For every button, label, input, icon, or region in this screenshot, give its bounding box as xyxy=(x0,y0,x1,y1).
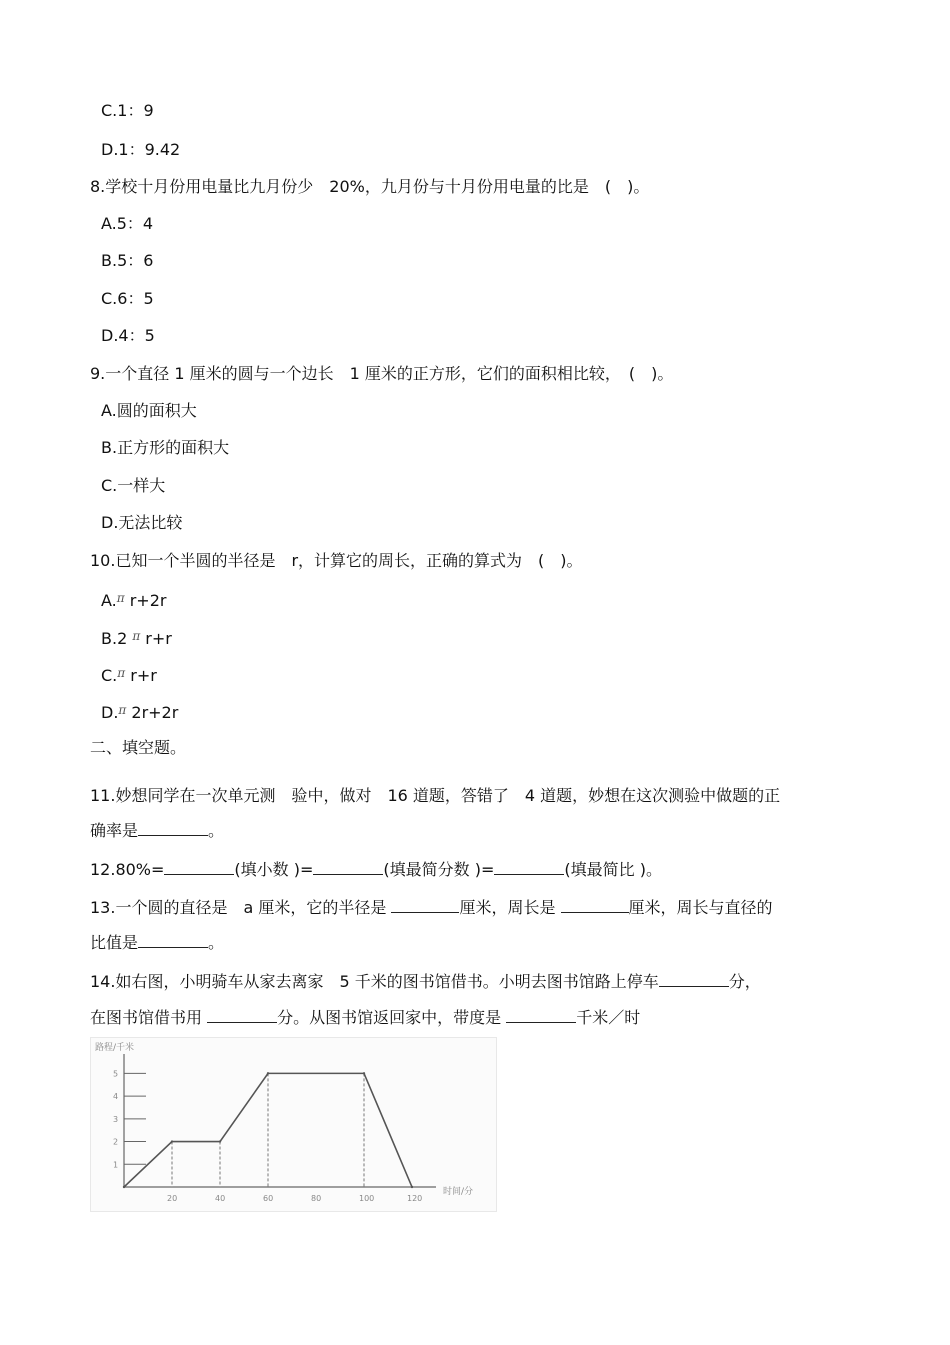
q12-part4: (填最简比 )。 xyxy=(564,860,662,879)
section-title: 二、填空题。 xyxy=(90,738,187,757)
y-tick-label: 2 xyxy=(113,1137,119,1147)
q8-option-a: A.5：4 xyxy=(101,214,154,233)
pi-symbol: π xyxy=(132,629,141,643)
x-tick-label: 80 xyxy=(311,1194,322,1203)
q14-line2 xyxy=(90,1008,640,1028)
q11-prefix: 确率是 xyxy=(90,821,139,840)
q14-suffix: 分， xyxy=(728,972,761,991)
x-tick-label: 60 xyxy=(263,1194,274,1203)
q13-part2: 厘米，周长是 xyxy=(459,898,556,917)
q13-suffix: 。 xyxy=(208,933,225,952)
q14-line1 xyxy=(90,972,761,992)
data-point xyxy=(363,1072,365,1074)
chart-svg xyxy=(91,1038,496,1211)
q8-option-d: D.4：5 xyxy=(101,326,155,345)
answer-blank[interactable] xyxy=(164,860,234,875)
q14-prefix: 14.如右图，小明骑车从家去离家 5 千米的图书馆借书。小明去图书馆路上停车 xyxy=(90,972,659,991)
answer-blank[interactable] xyxy=(138,821,208,836)
q10-option-b-prefix: B.2 xyxy=(101,629,133,648)
answer-blank[interactable] xyxy=(313,860,383,875)
q13-part3: 厘米，周长与直径的 xyxy=(628,898,773,917)
answer-blank[interactable] xyxy=(659,972,729,987)
q10-option-c xyxy=(101,663,157,686)
data-point xyxy=(411,1186,413,1188)
q11-suffix: 。 xyxy=(208,821,225,840)
x-tick-label: 100 xyxy=(359,1194,375,1203)
q10-option-c-suffix: r+r xyxy=(125,666,157,685)
q10-option-d-suffix: 2r+2r xyxy=(126,703,179,722)
data-point xyxy=(267,1072,269,1074)
q10-option-c-prefix: C. xyxy=(101,666,118,685)
x-tick-label: 120 xyxy=(407,1194,423,1203)
answer-blank[interactable] xyxy=(494,860,564,875)
q7-option-d: D.1：9.42 xyxy=(101,140,181,159)
data-point xyxy=(171,1140,173,1142)
q10-option-d-prefix: D. xyxy=(101,703,119,722)
q10-option-b-suffix: r+r xyxy=(140,629,172,648)
q10-option-d xyxy=(101,700,178,723)
q13-line1 xyxy=(90,898,773,918)
q8-stem: 8.学校十月份用电量比九月份少 20%，九月份与十月份用电量的比是 ( )。 xyxy=(90,177,650,196)
y-tick-label: 3 xyxy=(113,1114,119,1124)
data-point xyxy=(123,1186,125,1188)
q12-line xyxy=(90,860,662,880)
x-axis-label: 时间/分 xyxy=(443,1187,474,1197)
q10-option-b xyxy=(101,626,172,649)
answer-blank[interactable] xyxy=(561,898,629,913)
y-tick-label: 5 xyxy=(113,1069,119,1079)
distance-time-chart xyxy=(90,1037,497,1212)
q10-option-a-suffix: r+2r xyxy=(124,591,167,610)
q10-option-a xyxy=(101,588,166,611)
q13-line2 xyxy=(90,933,224,953)
q11-line1: 11.妙想同学在一次单元测 验中，做对 16 道题，答错了 4 道题，妙想在这次测验中做题的正 xyxy=(90,786,781,805)
pi-symbol: π xyxy=(117,666,126,680)
pi-symbol: π xyxy=(116,591,125,605)
q14-part2: 分。从图书馆返回家中，带度是 xyxy=(277,1008,502,1027)
q9-stem: 9.一个直径 1 厘米的圆与一个边长 1 厘米的正方形，它们的面积相比较， ( )。 xyxy=(90,364,674,383)
q13-prefix: 比值是 xyxy=(90,933,139,952)
q8-option-c: C.6：5 xyxy=(101,289,154,308)
q12-part1: 12.80%= xyxy=(90,860,165,879)
y-tick-label: 4 xyxy=(113,1092,119,1102)
q10-stem: 10.已知一个半圆的半径是 r，计算它的周长，正确的算式为 ( )。 xyxy=(90,551,583,570)
q7-option-c: C.1：9 xyxy=(101,101,154,120)
q14-part3: 千米／时 xyxy=(576,1008,641,1027)
y-tick-label: 1 xyxy=(113,1160,119,1170)
answer-blank[interactable] xyxy=(138,933,208,948)
x-tick-label: 40 xyxy=(215,1194,226,1203)
q14-part1: 在图书馆借书用 xyxy=(90,1008,203,1027)
pi-symbol: π xyxy=(118,703,127,717)
q9-option-d: D.无法比较 xyxy=(101,513,183,532)
q9-option-b: B.正方形的面积大 xyxy=(101,438,230,457)
data-point xyxy=(219,1140,221,1142)
q9-option-a: A.圆的面积大 xyxy=(101,401,197,420)
q11-line2 xyxy=(90,821,224,841)
x-tick-label: 20 xyxy=(167,1194,178,1203)
q12-part3: (填最简分数 )= xyxy=(383,860,495,879)
q9-option-c: C.一样大 xyxy=(101,476,166,495)
q13-part1: 13.一个圆的直径是 a 厘米，它的半径是 xyxy=(90,898,387,917)
q10-option-a-prefix: A. xyxy=(101,591,117,610)
q8-option-b: B.5：6 xyxy=(101,251,154,270)
answer-blank[interactable] xyxy=(391,898,459,913)
answer-blank[interactable] xyxy=(207,1008,277,1023)
answer-blank[interactable] xyxy=(506,1008,576,1023)
q12-part2: (填小数 )= xyxy=(234,860,314,879)
y-axis-label: 路程/千米 xyxy=(95,1043,135,1053)
